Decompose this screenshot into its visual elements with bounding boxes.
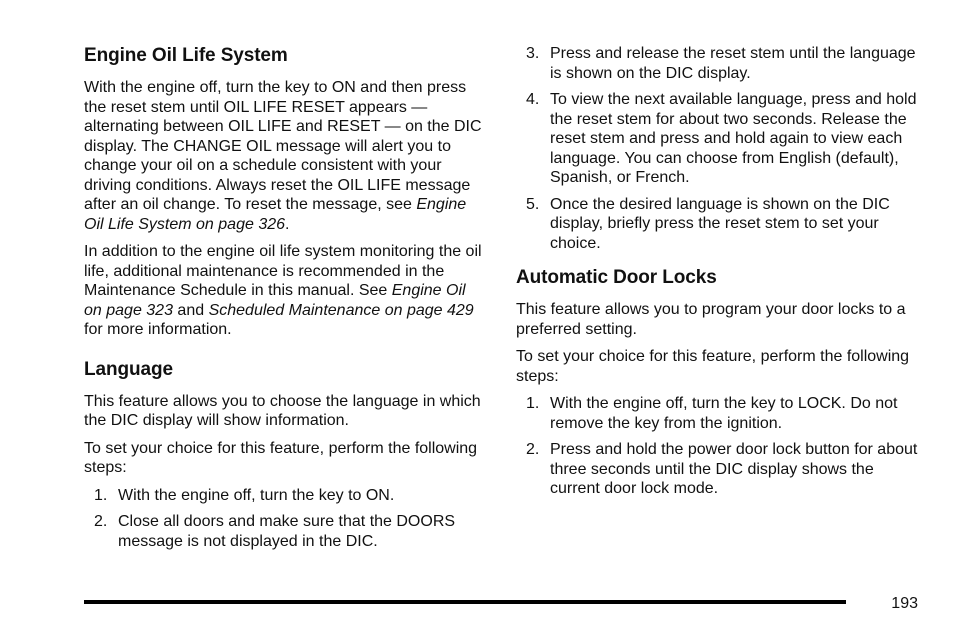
- step-text: Press and release the reset stem until the language is shown on the DIC display.: [550, 45, 916, 82]
- step-text: With the engine off, turn the key to LOCK. Do not remove the key from the ignition.: [550, 395, 898, 432]
- step-number: 2.: [526, 441, 540, 458]
- oil-paragraph-2: [84, 242, 484, 340]
- list-item: [84, 512, 484, 551]
- oil-paragraph-1-end: .: [285, 215, 290, 233]
- oil-paragraph-2-mid: and: [172, 301, 209, 319]
- language-paragraph-1: This feature allows you to choose the language in which the DIC display will show information.: [84, 392, 481, 429]
- section-heading-automatic-door-locks: Automatic Door Locks: [516, 267, 717, 288]
- oil-paragraph-2-text: In addition to the engine oil life system monitoring the oil life, additional maintenance is recommended in the Maintenance Schedule in this manual. See: [84, 243, 482, 299]
- step-number: 4.: [526, 91, 540, 108]
- oil-paragraph-2-end: for more information.: [84, 321, 232, 338]
- oil-life-page-reference[interactable]: Engine Oil Life System on page 326: [84, 196, 467, 233]
- door-paragraph-1: This feature allows you to program your door locks to a preferred setting.: [516, 301, 906, 338]
- list-item: [516, 195, 920, 254]
- door-steps-list: [516, 394, 920, 499]
- list-item: [84, 486, 484, 506]
- scheduled-maintenance-page-reference[interactable]: Scheduled Maintenance on page 429: [208, 301, 474, 319]
- list-item: [516, 440, 920, 499]
- step-text: Press and hold the power door lock button for about three seconds until the DIC display shows the current door lock mode.: [550, 441, 918, 497]
- list-item: [516, 44, 920, 83]
- engine-oil-page-reference[interactable]: Engine Oil on page 323: [84, 282, 466, 319]
- step-number: 1.: [94, 486, 108, 504]
- step-number: 1.: [526, 395, 540, 412]
- step-text: Once the desired language is shown on the DIC display, briefly press the reset stem to set your choice.: [550, 195, 890, 252]
- step-number: 2.: [94, 513, 108, 530]
- step-text: With the engine off, turn the key to ON.: [118, 486, 395, 504]
- list-item: [516, 90, 920, 188]
- section-heading-language: Language: [84, 358, 173, 380]
- left-column: [84, 44, 484, 558]
- oil-paragraph-1-text: With the engine off, turn the key to ON and then press the reset stem until OIL LIFE RESET appears — alternating between OIL LIFE and RESET — on the DIC display. The CHANGE OIL message will alert you to change your oil on a schedule consistent with your driving conditions. Always reset the OIL LIFE message after an oil change. To reset the message, see: [84, 79, 482, 213]
- language-steps-continued-list: [516, 44, 920, 253]
- step-text: Close all doors and make sure that the DOORS message is not displayed in the DIC.: [118, 513, 456, 550]
- oil-paragraph-1: [84, 78, 484, 234]
- section-heading-engine-oil-life: Engine Oil Life System: [84, 45, 288, 66]
- list-item: [516, 394, 920, 433]
- step-number: 3.: [526, 45, 540, 62]
- door-paragraph-2: To set your choice for this feature, perform the following steps:: [516, 348, 910, 385]
- step-number: 5.: [526, 195, 540, 213]
- language-paragraph-2: To set your choice for this feature, perform the following steps:: [84, 439, 478, 476]
- step-text: To view the next available language, press and hold the reset stem for about two seconds. Release the reset stem and press and hold again to view each language. You can choose from English (default), Spanish, or French.: [550, 91, 917, 186]
- right-column: [516, 44, 920, 506]
- page-number: 193: [891, 595, 918, 612]
- footer-rule: [84, 600, 846, 604]
- language-steps-list: [84, 486, 484, 552]
